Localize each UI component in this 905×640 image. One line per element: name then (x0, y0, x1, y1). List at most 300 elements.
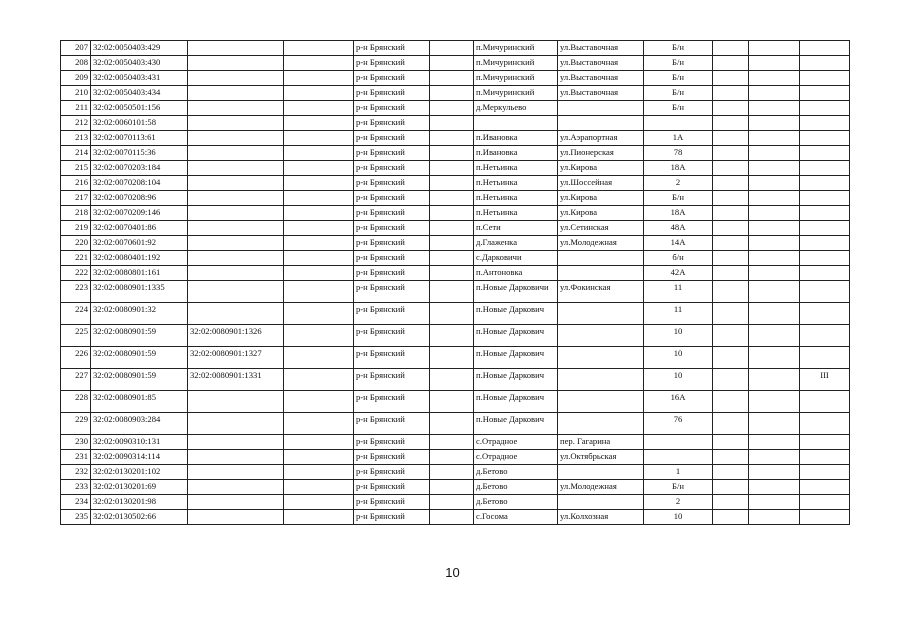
district-cell: р-н Брянский (354, 146, 430, 161)
cadastral-number: 32:02:0080901:1335 (91, 281, 188, 303)
settlement-cell: с.Госома (474, 510, 558, 525)
empty-cell (749, 413, 800, 435)
empty-cell (749, 146, 800, 161)
settlement-cell: п.Ивановка (474, 131, 558, 146)
note-cell (800, 251, 850, 266)
table-row (61, 71, 850, 86)
row-number: 221 (61, 251, 91, 266)
cadastral-number-2 (188, 101, 284, 116)
cadastral-number: 32:02:0050501:156 (91, 101, 188, 116)
empty-cell (749, 41, 800, 56)
settlement-cell: д.Бетово (474, 465, 558, 480)
note-cell (800, 495, 850, 510)
empty-cell (430, 56, 474, 71)
house-number-cell: 18А (644, 206, 713, 221)
district-cell: р-н Брянский (354, 369, 430, 391)
empty-cell (430, 236, 474, 251)
empty-cell (713, 71, 749, 86)
empty-cell (284, 281, 354, 303)
settlement-cell: п.Новые Даркович (474, 303, 558, 325)
cadastral-number: 32:02:0080901:59 (91, 325, 188, 347)
street-cell (558, 391, 644, 413)
cadastral-number-2 (188, 71, 284, 86)
note-cell (800, 413, 850, 435)
table-row (61, 450, 850, 465)
empty-cell (430, 221, 474, 236)
street-cell (558, 413, 644, 435)
empty-cell (713, 251, 749, 266)
cadastral-number-2 (188, 435, 284, 450)
empty-cell (749, 369, 800, 391)
house-number-cell (644, 435, 713, 450)
empty-cell (713, 369, 749, 391)
empty-cell (430, 71, 474, 86)
settlement-cell: с.Отрадное (474, 435, 558, 450)
cadastral-number-2 (188, 391, 284, 413)
table-row (61, 236, 850, 251)
empty-cell (749, 86, 800, 101)
district-cell: р-н Брянский (354, 303, 430, 325)
house-number-cell: Б/н (644, 86, 713, 101)
house-number-cell: Б/н (644, 56, 713, 71)
district-cell: р-н Брянский (354, 236, 430, 251)
table-row (61, 391, 850, 413)
cadastral-number-2 (188, 495, 284, 510)
row-number: 219 (61, 221, 91, 236)
empty-cell (430, 465, 474, 480)
table-row (61, 413, 850, 435)
empty-cell (284, 347, 354, 369)
street-cell: ул.Выставочная (558, 56, 644, 71)
settlement-cell: п.Мичуринский (474, 71, 558, 86)
house-number-cell: 48А (644, 221, 713, 236)
empty-cell (284, 435, 354, 450)
empty-cell (430, 480, 474, 495)
street-cell: ул.Молодежная (558, 480, 644, 495)
note-cell (800, 480, 850, 495)
note-cell (800, 347, 850, 369)
table-row (61, 495, 850, 510)
empty-cell (749, 347, 800, 369)
district-cell: р-н Брянский (354, 251, 430, 266)
district-cell: р-н Брянский (354, 281, 430, 303)
empty-cell (749, 221, 800, 236)
house-number-cell: 78 (644, 146, 713, 161)
row-number: 233 (61, 480, 91, 495)
house-number-cell: 18А (644, 161, 713, 176)
street-cell: ул.Сетинская (558, 221, 644, 236)
cadastral-number: 32:02:0130502:66 (91, 510, 188, 525)
note-cell (800, 325, 850, 347)
settlement-cell: п.Мичуринский (474, 56, 558, 71)
district-cell: р-н Брянский (354, 101, 430, 116)
empty-cell (749, 251, 800, 266)
empty-cell (713, 191, 749, 206)
empty-cell (713, 56, 749, 71)
table-row (61, 266, 850, 281)
note-cell (800, 510, 850, 525)
empty-cell (749, 325, 800, 347)
note-cell (800, 221, 850, 236)
note-cell (800, 101, 850, 116)
settlement-cell: с.Отрадное (474, 450, 558, 465)
table-row (61, 465, 850, 480)
empty-cell (430, 450, 474, 465)
empty-cell (284, 450, 354, 465)
empty-cell (749, 56, 800, 71)
empty-cell (430, 435, 474, 450)
row-number: 226 (61, 347, 91, 369)
house-number-cell: 10 (644, 510, 713, 525)
note-cell (800, 176, 850, 191)
cadastral-number: 32:02:0130201:69 (91, 480, 188, 495)
house-number-cell: 2 (644, 495, 713, 510)
table-row (61, 251, 850, 266)
empty-cell (284, 369, 354, 391)
house-number-cell: б/н (644, 251, 713, 266)
table-body (61, 41, 850, 525)
empty-cell (430, 413, 474, 435)
empty-cell (430, 266, 474, 281)
empty-cell (430, 161, 474, 176)
empty-cell (430, 495, 474, 510)
empty-cell (430, 131, 474, 146)
empty-cell (713, 221, 749, 236)
table-row (61, 510, 850, 525)
empty-cell (713, 510, 749, 525)
note-cell (800, 56, 850, 71)
empty-cell (713, 391, 749, 413)
empty-cell (430, 325, 474, 347)
empty-cell (749, 191, 800, 206)
cadastral-number: 32:02:0070113:61 (91, 131, 188, 146)
row-number: 220 (61, 236, 91, 251)
empty-cell (284, 413, 354, 435)
empty-cell (284, 391, 354, 413)
district-cell: р-н Брянский (354, 56, 430, 71)
district-cell: р-н Брянский (354, 176, 430, 191)
empty-cell (284, 303, 354, 325)
house-number-cell: Б/н (644, 480, 713, 495)
street-cell: пер. Гагарина (558, 435, 644, 450)
empty-cell (713, 413, 749, 435)
cadastral-number-2 (188, 206, 284, 221)
empty-cell (284, 191, 354, 206)
district-cell: р-н Брянский (354, 266, 430, 281)
cadastral-number-2 (188, 465, 284, 480)
house-number-cell: Б/н (644, 41, 713, 56)
empty-cell (430, 116, 474, 131)
empty-cell (284, 56, 354, 71)
house-number-cell: 42А (644, 266, 713, 281)
district-cell: р-н Брянский (354, 71, 430, 86)
table-row (61, 131, 850, 146)
row-number: 232 (61, 465, 91, 480)
house-number-cell: 10 (644, 325, 713, 347)
note-cell (800, 41, 850, 56)
cadastral-number-2 (188, 191, 284, 206)
empty-cell (284, 86, 354, 101)
row-number: 207 (61, 41, 91, 56)
empty-cell (284, 325, 354, 347)
district-cell: р-н Брянский (354, 465, 430, 480)
table-row (61, 435, 850, 450)
cadastral-number: 32:02:0090314:114 (91, 450, 188, 465)
note-cell (800, 131, 850, 146)
cadastral-number-2 (188, 413, 284, 435)
district-cell: р-н Брянский (354, 510, 430, 525)
row-number: 218 (61, 206, 91, 221)
empty-cell (749, 495, 800, 510)
table-row (61, 146, 850, 161)
empty-cell (749, 510, 800, 525)
note-cell (800, 303, 850, 325)
cadastral-number-2 (188, 116, 284, 131)
house-number-cell: 14А (644, 236, 713, 251)
settlement-cell: п.Мичуринский (474, 86, 558, 101)
district-cell: р-н Брянский (354, 347, 430, 369)
empty-cell (713, 480, 749, 495)
street-cell (558, 325, 644, 347)
cadastral-number: 32:02:0080901:85 (91, 391, 188, 413)
empty-cell (284, 510, 354, 525)
street-cell: ул.Фокинская (558, 281, 644, 303)
empty-cell (430, 206, 474, 221)
cadastral-number-2 (188, 86, 284, 101)
note-cell (800, 116, 850, 131)
street-cell: ул.Выставочная (558, 86, 644, 101)
table-row (61, 116, 850, 131)
empty-cell (749, 266, 800, 281)
district-cell: р-н Брянский (354, 435, 430, 450)
cadastral-number: 32:02:0060101:58 (91, 116, 188, 131)
district-cell: р-н Брянский (354, 480, 430, 495)
note-cell (800, 191, 850, 206)
row-number: 223 (61, 281, 91, 303)
empty-cell (284, 116, 354, 131)
house-number-cell: 10 (644, 369, 713, 391)
page-number: 10 (445, 565, 460, 580)
empty-cell (430, 41, 474, 56)
row-number: 211 (61, 101, 91, 116)
empty-cell (284, 176, 354, 191)
settlement-cell: д.Глаженка (474, 236, 558, 251)
district-cell: р-н Брянский (354, 221, 430, 236)
empty-cell (713, 435, 749, 450)
empty-cell (284, 71, 354, 86)
district-cell: р-н Брянский (354, 206, 430, 221)
empty-cell (430, 369, 474, 391)
street-cell: ул.Аэрапортная (558, 131, 644, 146)
settlement-cell: п.Мичуринский (474, 41, 558, 56)
cadastral-number-2 (188, 480, 284, 495)
table-row (61, 86, 850, 101)
cadastral-number: 32:02:0080401:192 (91, 251, 188, 266)
cadastral-number: 32:02:0070203:184 (91, 161, 188, 176)
empty-cell (749, 450, 800, 465)
cadastral-number-2 (188, 56, 284, 71)
empty-cell (713, 86, 749, 101)
cadastral-number: 32:02:0130201:98 (91, 495, 188, 510)
note-cell (800, 391, 850, 413)
cadastral-number-2 (188, 146, 284, 161)
empty-cell (749, 71, 800, 86)
empty-cell (713, 281, 749, 303)
settlement-cell: с.Дарковичи (474, 251, 558, 266)
empty-cell (749, 116, 800, 131)
cadastral-number: 32:02:0080901:59 (91, 369, 188, 391)
empty-cell (430, 176, 474, 191)
house-number-cell (644, 450, 713, 465)
empty-cell (430, 391, 474, 413)
cadastral-number: 32:02:0050403:431 (91, 71, 188, 86)
row-number: 222 (61, 266, 91, 281)
empty-cell (284, 465, 354, 480)
row-number: 213 (61, 131, 91, 146)
settlement-cell: п.Новые Даркович (474, 347, 558, 369)
street-cell: ул.Молодежная (558, 236, 644, 251)
empty-cell (430, 510, 474, 525)
table-row (61, 176, 850, 191)
empty-cell (284, 131, 354, 146)
street-cell: ул.Кирова (558, 191, 644, 206)
empty-cell (284, 101, 354, 116)
row-number: 225 (61, 325, 91, 347)
settlement-cell: п.Антоновка (474, 266, 558, 281)
empty-cell (713, 206, 749, 221)
empty-cell (749, 236, 800, 251)
street-cell: ул.Выставочная (558, 71, 644, 86)
cadastral-number: 32:02:0090310:131 (91, 435, 188, 450)
cadastral-number: 32:02:0070208:104 (91, 176, 188, 191)
row-number: 215 (61, 161, 91, 176)
street-cell: ул.Кирова (558, 161, 644, 176)
street-cell: ул.Пионерская (558, 146, 644, 161)
empty-cell (749, 465, 800, 480)
house-number-cell: 10 (644, 347, 713, 369)
note-cell: III (800, 369, 850, 391)
row-number: 234 (61, 495, 91, 510)
street-cell: ул.Шоссейная (558, 176, 644, 191)
empty-cell (749, 435, 800, 450)
settlement-cell: п.Нетьинка (474, 176, 558, 191)
settlement-cell: п.Новые Даркович (474, 325, 558, 347)
empty-cell (284, 206, 354, 221)
note-cell (800, 86, 850, 101)
table-row (61, 221, 850, 236)
row-number: 229 (61, 413, 91, 435)
row-number: 230 (61, 435, 91, 450)
district-cell: р-н Брянский (354, 161, 430, 176)
cadastral-number-2 (188, 161, 284, 176)
empty-cell (713, 41, 749, 56)
empty-cell (713, 161, 749, 176)
settlement-cell: п.Новые Даркович (474, 413, 558, 435)
cadastral-number: 32:02:0050403:434 (91, 86, 188, 101)
district-cell: р-н Брянский (354, 450, 430, 465)
empty-cell (430, 86, 474, 101)
settlement-cell (474, 116, 558, 131)
district-cell: р-н Брянский (354, 191, 430, 206)
cadastral-number: 32:02:0080801:161 (91, 266, 188, 281)
table-row (61, 56, 850, 71)
empty-cell (284, 480, 354, 495)
district-cell: р-н Брянский (354, 495, 430, 510)
row-number: 210 (61, 86, 91, 101)
house-number-cell: 1А (644, 131, 713, 146)
row-number: 214 (61, 146, 91, 161)
settlement-cell: п.Новые Даркович (474, 369, 558, 391)
empty-cell (713, 176, 749, 191)
street-cell: ул.Выставочная (558, 41, 644, 56)
empty-cell (749, 176, 800, 191)
settlement-cell: п.Нетьинка (474, 191, 558, 206)
settlement-cell: д.Бетово (474, 480, 558, 495)
empty-cell (430, 191, 474, 206)
table-row (61, 369, 850, 391)
district-cell: р-н Брянский (354, 325, 430, 347)
note-cell (800, 281, 850, 303)
house-number-cell: 16А (644, 391, 713, 413)
table-row (61, 347, 850, 369)
settlement-cell: п.Нетьинка (474, 206, 558, 221)
empty-cell (749, 281, 800, 303)
row-number: 209 (61, 71, 91, 86)
house-number-cell: 76 (644, 413, 713, 435)
cadastral-number-2 (188, 303, 284, 325)
street-cell: ул.Октябрьская (558, 450, 644, 465)
table-row (61, 206, 850, 221)
empty-cell (430, 101, 474, 116)
cadastral-number-2 (188, 450, 284, 465)
table-row (61, 303, 850, 325)
table-row (61, 325, 850, 347)
table-row (61, 41, 850, 56)
district-cell: р-н Брянский (354, 116, 430, 131)
cadastral-number-2: 32:02:0080901:1326 (188, 325, 284, 347)
empty-cell (430, 281, 474, 303)
row-number: 228 (61, 391, 91, 413)
empty-cell (749, 131, 800, 146)
cadastral-number: 32:02:0070401:86 (91, 221, 188, 236)
empty-cell (430, 251, 474, 266)
settlement-cell: д.Меркульево (474, 101, 558, 116)
property-table (60, 40, 850, 525)
table-row (61, 480, 850, 495)
empty-cell (713, 146, 749, 161)
house-number-cell: Б/н (644, 101, 713, 116)
empty-cell (713, 303, 749, 325)
empty-cell (749, 161, 800, 176)
empty-cell (749, 303, 800, 325)
street-cell (558, 116, 644, 131)
cadastral-number-2 (188, 266, 284, 281)
table-row (61, 191, 850, 206)
cadastral-number: 32:02:0070115:36 (91, 146, 188, 161)
street-cell: ул.Кирова (558, 206, 644, 221)
empty-cell (284, 146, 354, 161)
cadastral-number: 32:02:0070601:92 (91, 236, 188, 251)
empty-cell (713, 325, 749, 347)
row-number: 208 (61, 56, 91, 71)
house-number-cell: 2 (644, 176, 713, 191)
row-number: 217 (61, 191, 91, 206)
cadastral-number: 32:02:0070208:96 (91, 191, 188, 206)
empty-cell (749, 480, 800, 495)
note-cell (800, 236, 850, 251)
district-cell: р-н Брянский (354, 41, 430, 56)
cadastral-number-2 (188, 236, 284, 251)
